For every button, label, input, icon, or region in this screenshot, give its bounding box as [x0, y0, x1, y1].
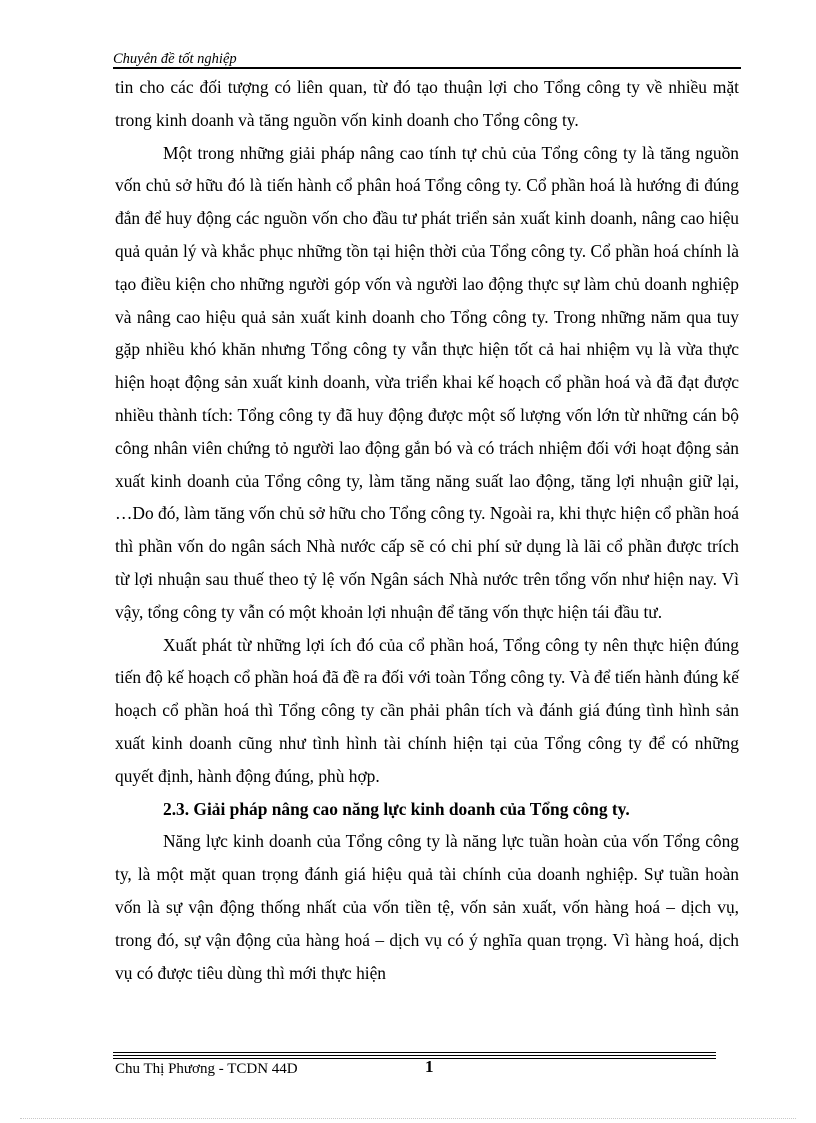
page-number: 1 — [425, 1057, 434, 1076]
document-body — [115, 71, 739, 989]
footer-author: Chu Thị Phương - TCDN 44D — [115, 1061, 298, 1077]
footer-rule — [113, 1058, 716, 1059]
section-heading: 2.3. Giải pháp nâng cao năng lực kinh doanh của Tổng công ty. — [163, 798, 630, 819]
header-rule — [113, 67, 741, 69]
paragraph-business-capacity: Năng lực kinh doanh của Tổng công ty là năng lực tuần hoàn của vốn Tổng công ty, là một mặt quan trọng đánh giá hiệu quả tài chính của doanh nghiệp. Sự tuần hoàn vốn là sự vận động thống nhất của vốn tiền tệ, vốn sản xuất, vốn hàng hoá – dịch vụ, trong đó, sự vận động của hàng hoá – dịch vụ có ý nghĩa quan trọng. Vì hàng hoá, dịch vụ có được tiêu dùng thì mới thực hiện — [115, 831, 739, 983]
paragraph-equitization: Một trong những giải pháp nâng cao tính tự chủ của Tổng công ty là tăng nguồn vốn chủ sở hữu đó là tiến hành cổ phân hoá Tổng công ty. Cổ phần hoá là hướng đi đúng đắn để huy động các nguồn vốn cho đầu tư phát triển sản xuất kinh doanh, nâng cao hiệu quả quản lý và khắc phục những tồn tại hiện thời của Tổng công ty. Cổ phần hoá chính là tạo điều kiện cho những người góp vốn và người lao động thực sự làm chủ doanh nghiệp và nâng cao hiệu quả sản xuất kinh doanh cho Tổng công ty. Trong những năm qua tuy gặp nhiều khó khăn nhưng Tổng công ty vẫn thực hiện tốt cả hai nhiệm vụ là vừa thực hiện hoạt động sản xuất kinh doanh, vừa triển khai kế hoạch cổ phần hoá và đã đạt được nhiều thành tích: Tổng công ty đã huy động được một số lượng vốn lớn từ những cán bộ công nhân viên chứng tỏ người lao động gắn bó và có trách nhiệm đối với hoạt động sản xuất kinh doanh của Tổng công ty, làm tăng năng suất lao động, tăng lợi nhuận giữ lại, …Do đó, làm tăng vốn chủ sở hữu cho Tổng công ty. Ngoài ra, khi thực hiện cổ phần hoá thì phần vốn do ngân sách Nhà nước cấp sẽ có chi phí sử dụng là lãi cổ phần được trích từ lợi nhuận sau thuế theo tỷ lệ vốn Ngân sách Nhà nước trên tổng vốn như hiện nay. Vì vậy, tổng công ty vẫn có một khoản lợi nhuận để tăng vốn thực hiện tái đầu tư. — [115, 142, 739, 622]
paragraph-benefits: Xuất phát từ những lợi ích đó của cổ phần hoá, Tổng công ty nên thực hiện đúng tiến độ kế hoạch cổ phần hoá đã đề ra đối với toàn Tổng công ty. Và để tiến hành đúng kế hoạch cổ phần hoá thì Tổng công ty cần phải phân tích và đánh giá đúng tình hình sản xuất kinh doanh cũng như tình hình tài chính hiện tại của Tổng công ty để có những quyết định, hành động đúng, phù hợp. — [115, 634, 739, 786]
page-header — [113, 50, 741, 68]
header-title: Chuyên đề tốt nghiệp — [113, 51, 237, 67]
footer-rule — [113, 1052, 716, 1053]
footer-rule — [113, 1055, 716, 1056]
page-bottom-border — [20, 1118, 796, 1119]
paragraph-continuation: tin cho các đối tượng có liên quan, từ đó tạo thuận lợi cho Tổng công ty về nhiều mặt trong kinh doanh và tăng nguồn vốn kinh doanh cho Tổng công ty. — [115, 77, 739, 130]
